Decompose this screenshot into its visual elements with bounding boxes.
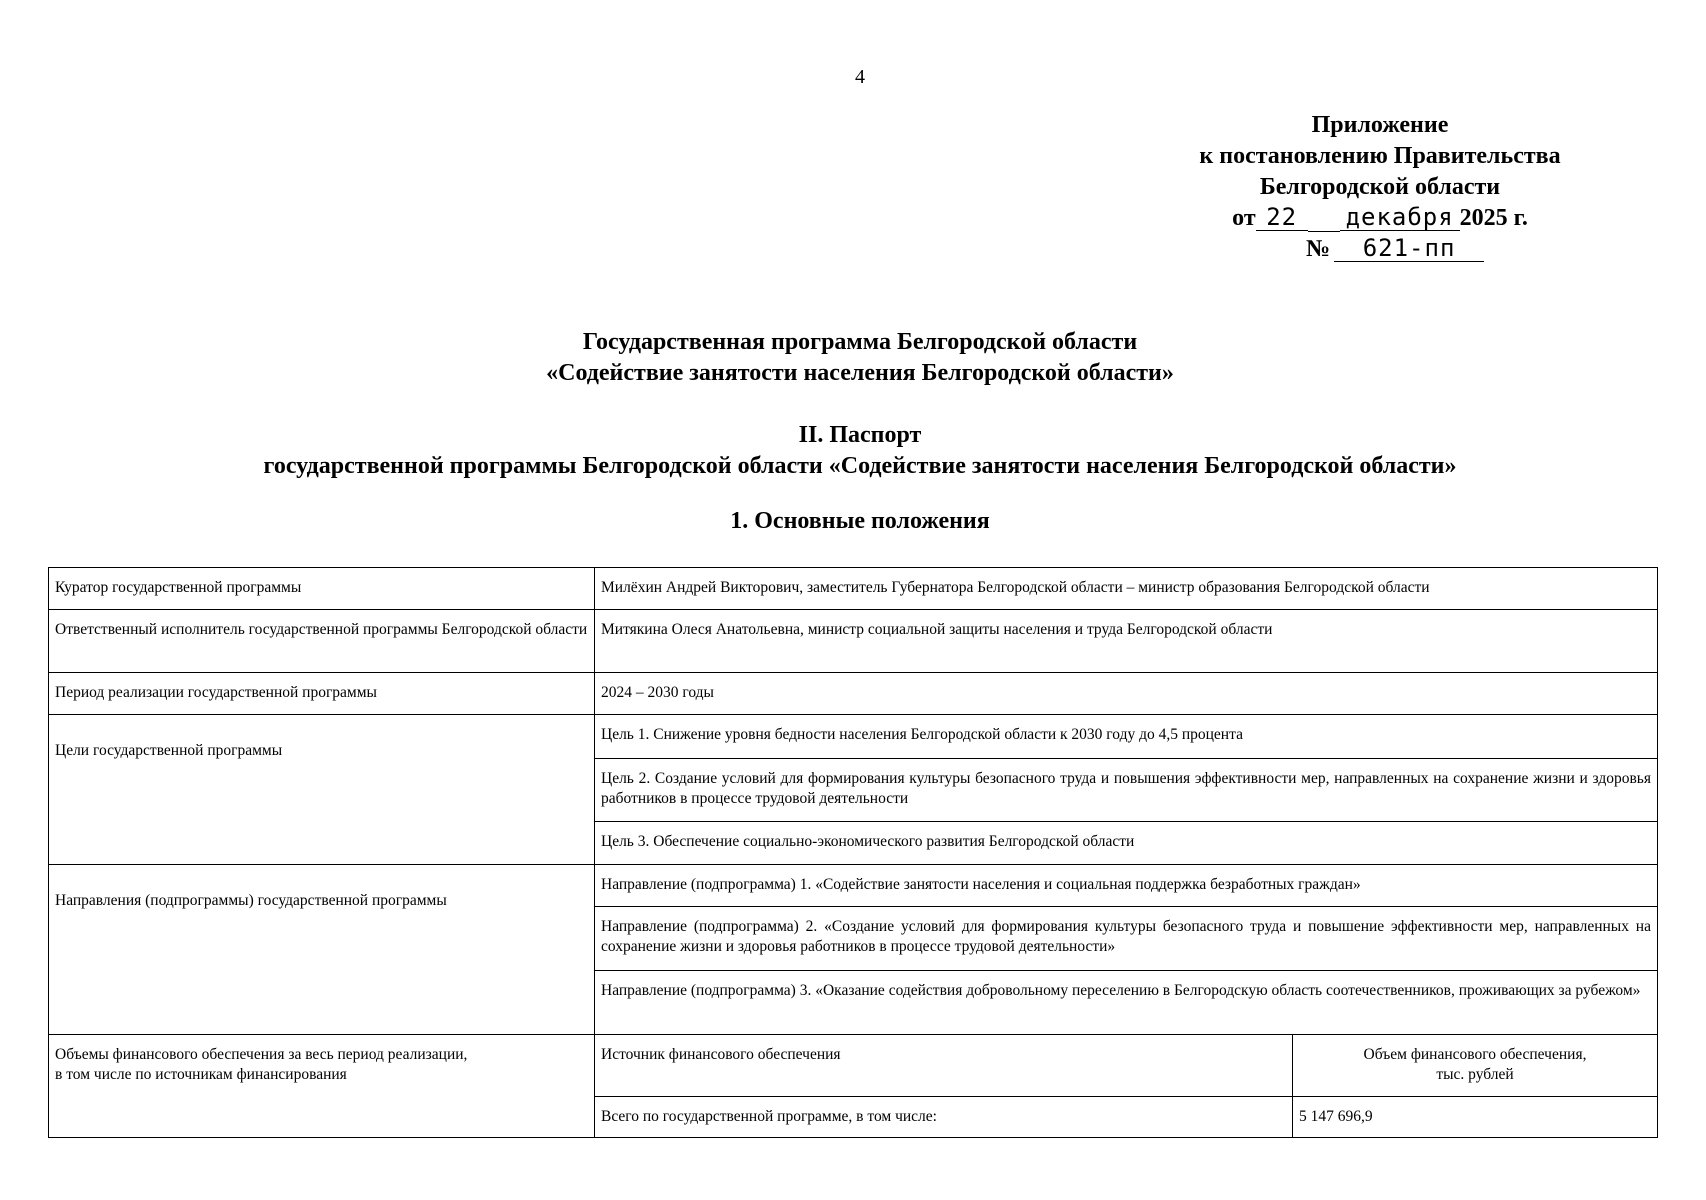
appendix-line-3: Белгородской области — [1259, 174, 1501, 200]
date-prefix: от — [1232, 205, 1256, 231]
curator-value: Милёхин Андрей Викторович, заместитель Губернатора Белгородской области – министр образования Белгородской области — [595, 568, 1658, 610]
table-row — [49, 715, 1658, 759]
program-title-line-1: Государственная программа Белгородской области — [582, 329, 1138, 355]
appendix-date — [1160, 203, 1600, 234]
period-label: Период реализации государственной программы — [49, 673, 595, 715]
financing-label-line-1: Объемы финансового обеспечения за весь период реализации, — [55, 1046, 468, 1063]
appendix-title: Приложение — [1311, 112, 1449, 138]
goal-item: Цель 2. Создание условий для формирования культуры безопасного труда и повышения эффективности мер, направленных на сохранение жизни и здоровья работников в процессе трудовой деятельности — [595, 759, 1658, 822]
number-value: 621-пп — [1334, 236, 1484, 262]
amount-header-line-1: Объем финансового обеспечения, — [1363, 1046, 1587, 1063]
table-row — [49, 673, 1658, 715]
financing-label — [49, 1035, 595, 1138]
table-row — [49, 568, 1658, 610]
amount-header-line-2: тыс. рублей — [1436, 1065, 1514, 1083]
passport-table — [48, 567, 1658, 1138]
number-prefix: № — [1305, 236, 1331, 262]
executor-label: Ответственный исполнитель государственной программы Белгородской области — [49, 610, 595, 673]
financing-amount-header — [1293, 1035, 1658, 1097]
table-row — [49, 865, 1658, 907]
date-month: декабря — [1340, 205, 1460, 231]
date-year: 2025 г. — [1459, 205, 1528, 231]
curator-label: Куратор государственной программы — [49, 568, 595, 610]
appendix-number — [1190, 234, 1600, 265]
date-gap — [1308, 206, 1340, 232]
passport-title-line-2: государственной программы Белгородской области «Содействие занятости населения Белгородской области» — [263, 453, 1457, 479]
directions-label: Направления (подпрограммы) государственной программы — [49, 865, 595, 1035]
appendix-block — [1160, 110, 1600, 265]
date-day: 22 — [1256, 205, 1308, 231]
section-title: 1. Основные положения — [730, 508, 990, 534]
direction-item: Направление (подпрограмма) 1. «Содействие занятости населения и социальная поддержка безработных граждан» — [595, 865, 1658, 907]
goals-label: Цели государственной программы — [49, 715, 595, 865]
executor-value: Митякина Олеся Анатольевна, министр социальной защиты населения и труда Белгородской области — [595, 610, 1658, 673]
financing-source-header: Источник финансового обеспечения — [595, 1035, 1293, 1097]
financing-total-label: Всего по государственной программе, в том числе: — [595, 1097, 1293, 1138]
program-title-line-2: «Содействие занятости населения Белгородской области» — [546, 360, 1174, 386]
direction-item: Направление (подпрограмма) 3. «Оказание содействия добровольному переселению в Белгородскую область соотечественников, проживающих за рубежом» — [595, 971, 1658, 1035]
goal-item: Цель 3. Обеспечение социально-экономического развития Белгородской области — [595, 822, 1658, 865]
passport-title-line-1: II. Паспорт — [798, 422, 922, 448]
goal-item: Цель 1. Снижение уровня бедности населения Белгородской области к 2030 году до 4,5 процента — [595, 715, 1658, 759]
appendix-line-2: к постановлению Правительства — [1199, 143, 1561, 169]
table-row — [49, 1035, 1658, 1097]
passport-title — [0, 420, 1706, 482]
page-number: 4 — [855, 66, 865, 88]
direction-item: Направление (подпрограмма) 2. «Создание условий для формирования культуры безопасного труда и повышение эффективности мер, направленных на сохранение жизни и здоровья работников в процессе трудовой деятельности» — [595, 907, 1658, 971]
table-row — [49, 610, 1658, 673]
program-title — [0, 327, 1706, 389]
financing-label-line-2: в том числе по источникам финансирования — [55, 1065, 347, 1083]
period-value: 2024 – 2030 годы — [595, 673, 1658, 715]
financing-total-value: 5 147 696,9 — [1293, 1097, 1658, 1138]
